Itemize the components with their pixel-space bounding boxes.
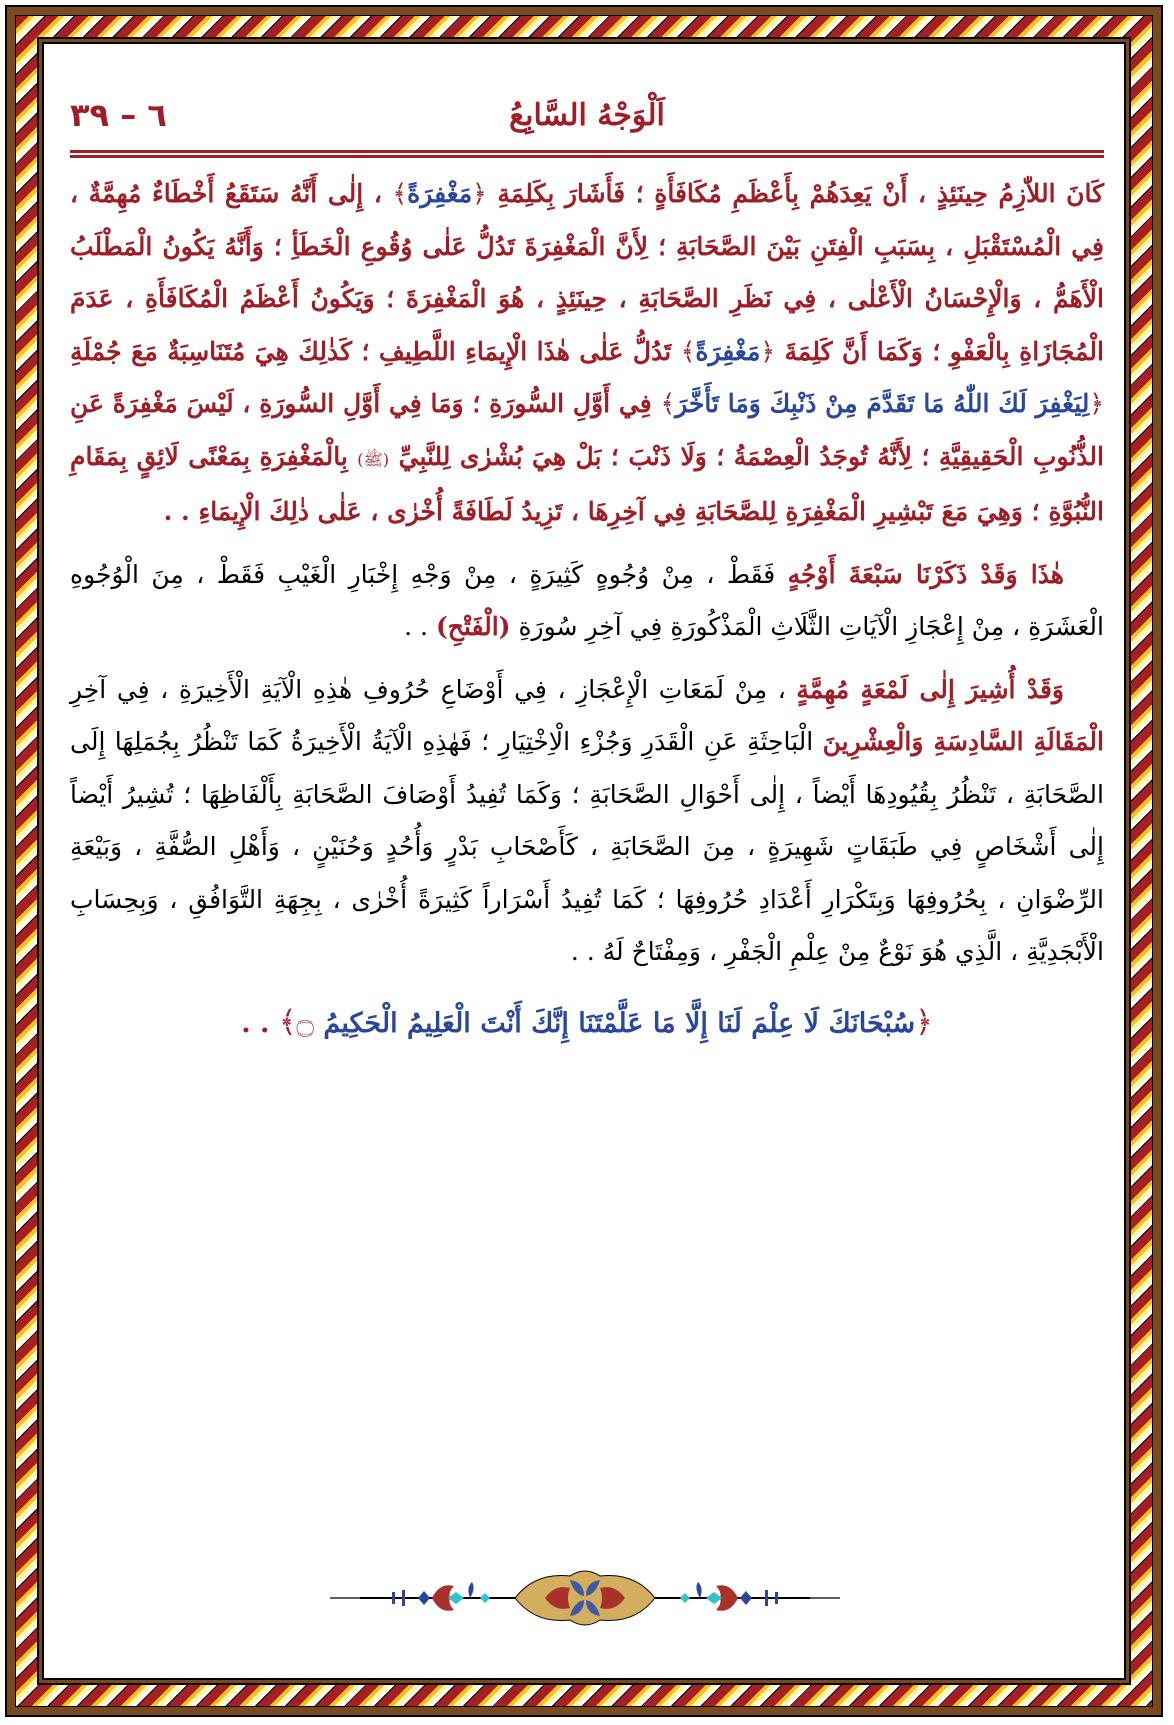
quran-close-bracket-icon: ﴾ xyxy=(392,179,408,208)
highlighted-phrase: وَقَدْ أُشِيرَ إِلٰى لَمْعَةٍ مُهِمَّةٍ xyxy=(796,674,1064,704)
salawat-icon: (ﷺ) xyxy=(357,449,390,469)
quran-quote: مَغْفِرَةً xyxy=(695,336,761,366)
page-number: ٦ – ٣٩ xyxy=(70,96,167,134)
paragraph-3 xyxy=(70,664,1104,979)
floral-divider-icon xyxy=(330,1570,840,1630)
quran-quote: لِيَغْفِرَ لَكَ اللّٰهُ مَا تَقَدَّمَ مِنْ ذَنْبِكَ وَمَا تَأَخَّرَ xyxy=(675,389,1090,418)
paragraph-2 xyxy=(70,549,1104,654)
quran-close-bracket-icon: ﴾ xyxy=(660,389,676,418)
text-segment: ، إِلٰى أَنَّهُ سَتَقَعُ أَخْطَاءٌ مُهِمَّةٌ ، فِي الْمُسْتَقْبَلِ ، بِسَبَبِ الْفِتَنِ بَيْنَ الصَّحَابَةِ ؛ لِأَنَّ الْمَغْفِرَةَ تَدُلُّ عَلٰى وُقُوعِ الْخَطَأِ ؛ وَأَنَّهُ يَكُونُ الْمَطْلَبُ الْأَهَمُّ ، وَالْإِحْسَانُ الْأَعْلٰى ، فِي نَظَرِ الصَّحَابَةِ ، حِينَئِذٍ ، هُوَ الْمَغْفِرَةَ ؛ وَيَكُونُ أَعْظَمُ الْمُكَافَأَةِ ، عَدَمَ الْمُجَازَاةِ بِالْعَفْوِ ؛ وَكَمَا أَنَّ كَلِمَةَ xyxy=(70,179,1104,366)
quran-open-bracket-icon: ﴿ xyxy=(472,179,487,208)
paragraph-1 xyxy=(70,168,1104,539)
text-segment: كَانَ اللاّٰزِمُ حِينَئِذٍ ، أَنْ يَعِدَهُمْ بِأَعْظَمِ مُكَافَأَةٍ ؛ فَأَشَارَ بِكَلِمَةِ xyxy=(486,179,1104,208)
text-segment: ، مِنْ لَمَعَاتِ الْإِعْجَازِ ، فِي أَوْضَاعِ حُرُوفِ هٰذِهِ الْآيَةِ الْأَخِيرَةِ ، فِي آخِرِ xyxy=(70,674,797,704)
page-title: اَلْوَجْهُ السَّابِعُ xyxy=(509,97,665,133)
text-segment: الْبَاحِثَةِ عَنِ الْقَدَرِ وَجُزْءِ الْاِخْتِيَارِ ؛ فَهٰذِهِ الْآيَةُ الْأَخِيرَةُ كَمَا تَنْظُرُ بِجُمَلِهَا إِلَى الصَّحَابَةِ ، تَنْظُرُ بِقُيُودِهَا أَيْضاً ، إِلٰى أَحْوَالِ الصَّحَابَةِ ؛ وَكَمَا تُفِيدُ أَوْصَافَ الصَّحَابَةِ بِأَلْفَاظِهَا ؛ تُشِيرُ أَيْضاً إِلٰى أَشْخَاصٍ فِي طَبَقَاتٍ شَهِيرَةٍ ، مِنَ الصَّحَابَةِ ، كَأَصْحَابِ بَدْرٍ وَأُحُدٍ وَحُنَيْنٍ ، وَأَهْلِ الصُّفَّةِ ، وَبَيْعَةِ الرِّضْوَانِ ، بِحُرُوفِهَا وَبِتَكْرَارِ أَعْدَادِ حُرُوفِهَا ؛ كَمَا تُفِيدُ أَسْرَاراً كَثِيرَةً أُخْرٰى ، بِجِهَةِ التَّوَافُقِ ، وَبِحِسَابِ الْأَبْجَدِيَّةِ ، الَّذِي هُوَ نَوْعٌ مِنْ عِلْمِ الْجَفْرِ ، وَمِفْتَاحٌ لَهُ . . xyxy=(70,727,1104,966)
quran-open-bracket-icon: ﴿ xyxy=(760,336,775,366)
text-segment: فَقَطْ ، مِنْ وُجُوهٍ كَثِيرَةٍ ، مِنْ وَجْهِ إِخْبَارِ الْغَيْبِ فَقَطْ ، مِنَ الْوُجُوهِ الْعَشَرَةِ ، مِنْ إِعْجَازِ الْآيَاتِ الثَّلَاثِ الْمَذْكُورَةِ فِي آخِرِ سُورَةِ xyxy=(70,559,1104,641)
quran-open-bracket-icon: ﴿ xyxy=(915,1004,933,1040)
quran-open-bracket-icon: ﴿ xyxy=(1089,389,1105,418)
quran-quote: مَغْفِرَةً xyxy=(407,179,473,208)
highlighted-phrase: هٰذَا وَقَدْ ذَكَرْنَا سَبْعَةَ أَوْجُهٍ xyxy=(787,559,1064,589)
closing-dots: . . xyxy=(241,1007,279,1039)
text-segment: بِالْمَغْفِرَةِ بِمَعْنًى لَائِقٍ بِمَقَامِ النُّبُوَّةِ ؛ وَهِيَ مَعَ تَبْشِيرِ الْمَغْفِرَةِ لِلصَّحَابَةِ فِي آخِرِهَا ، تَزِيدُ لَطَافَةً أُخْرٰى ، عَلٰى ذٰلِكَ الْإِيمَاءِ . . xyxy=(70,441,1104,526)
closing-verse xyxy=(70,997,1104,1051)
closing-verse-text: سُبْحَانَكَ لَا عِلْمَ لَنَا إِلَّا مَا عَلَّمْتَنَا إِنَّكَ أَنْتَ الْعَلِيمُ الْحَكِيمُ xyxy=(323,1007,916,1039)
page-header xyxy=(70,80,1104,150)
text-segment: تَدُلُّ عَلٰى هٰذَا الْإِيمَاءِ اللَّطِيفِ ؛ كَذٰلِكَ هِيَ مُتَنَاسِبَةٌ مَعَ جُمْلَةِ xyxy=(70,336,681,366)
verse-end-mark-icon: ۝ xyxy=(296,1004,314,1040)
quran-close-bracket-icon: ﴾ xyxy=(278,1004,297,1040)
surah-name: (الْفَتْحِ) xyxy=(435,612,511,641)
quran-close-bracket-icon: ﴾ xyxy=(680,336,696,366)
page-content xyxy=(70,168,1104,1060)
text-segment: فِي أَوَّلِ السُّورَةِ ؛ وَمَا فِي أَوَّلِ السُّورَةِ ، لَيْسَ مَغْفِرَةً عَنِ الذُّنُوبِ الْحَقِيقِيَّةِ ؛ لِأَنَّهُ تُوجَدُ الْعِصْمَةُ ؛ وَلَا ذَنْبَ ؛ بَلْ هِيَ بُشْرٰى لِلنَّبِيِّ xyxy=(70,389,1104,471)
header-double-rule xyxy=(70,150,1104,158)
text-segment: . . xyxy=(404,612,436,641)
treatise-reference: الْمَقَالَةِ السَّادِسَةِ وَالْعِشْرِينَ xyxy=(822,727,1104,756)
